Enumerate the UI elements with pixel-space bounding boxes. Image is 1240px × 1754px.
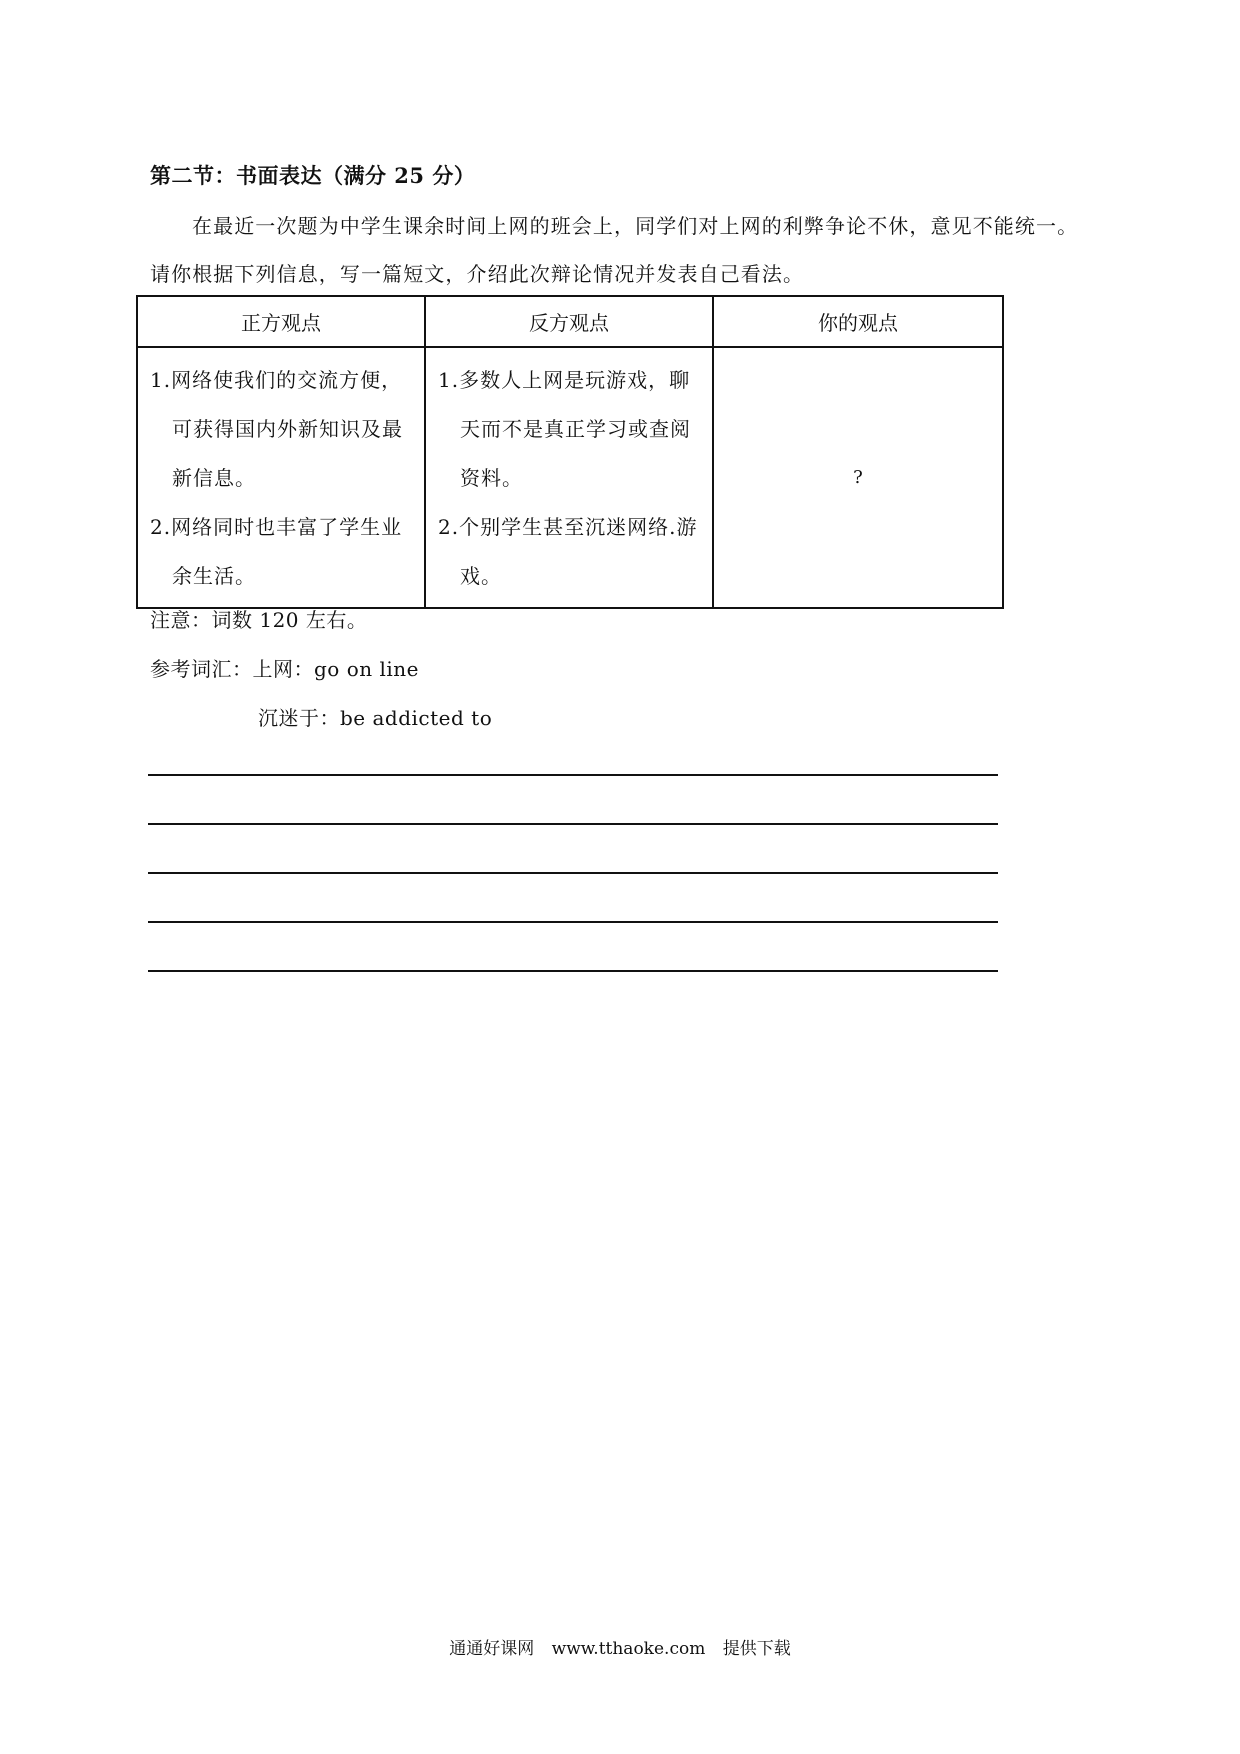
header-your-views: 你的观点	[713, 296, 1003, 347]
pro-view-item: 2.网络同时也丰富了学生业余生活。	[150, 515, 403, 588]
answer-line[interactable]	[148, 872, 998, 874]
answer-line[interactable]	[148, 774, 998, 776]
answer-line[interactable]	[148, 970, 998, 972]
vocab-line-1: 参考词汇：上网：go on line	[150, 657, 419, 681]
con-view-item: 1.多数人上网是玩游戏，聊天而不是真正学习或查阅资料。	[438, 368, 691, 490]
word-count-note: 注意：词数 120 左右。	[150, 608, 368, 632]
answer-line[interactable]	[148, 823, 998, 825]
header-con-views: 反方观点	[425, 296, 713, 347]
vocab-line-2: 沉迷于：be addicted to	[258, 706, 493, 730]
footer-site-name: 通通好课网	[449, 1639, 535, 1659]
pro-views-cell	[137, 347, 425, 608]
pro-view-item: 1.网络使我们的交流方便，可获得国内外新知识及最新信息。	[150, 368, 403, 490]
header-pro-views: 正方观点	[137, 296, 425, 347]
page-footer	[0, 1634, 1240, 1659]
con-view-item: 2.个别学生甚至沉迷网络.游戏。	[438, 515, 698, 588]
your-view-cell: ?	[713, 347, 1003, 608]
answer-line[interactable]	[148, 921, 998, 923]
table-header-row	[137, 296, 1003, 347]
viewpoints-table	[136, 295, 1004, 609]
section-title: 第二节：书面表达（满分 25 分）	[150, 163, 476, 188]
task-instruction-line-2: 请你根据下列信息，写一篇短文，介绍此次辩论情况并发表自己看法。	[150, 262, 805, 286]
footer-url: www.tthaoke.com	[551, 1639, 706, 1659]
con-views-cell	[425, 347, 713, 608]
footer-suffix: 提供下载	[722, 1639, 791, 1659]
table-row	[137, 347, 1003, 608]
task-instruction-line-1: 在最近一次题为中学生课余时间上网的班会上，同学们对上网的利弊争论不休，意见不能统一。	[192, 214, 1079, 238]
